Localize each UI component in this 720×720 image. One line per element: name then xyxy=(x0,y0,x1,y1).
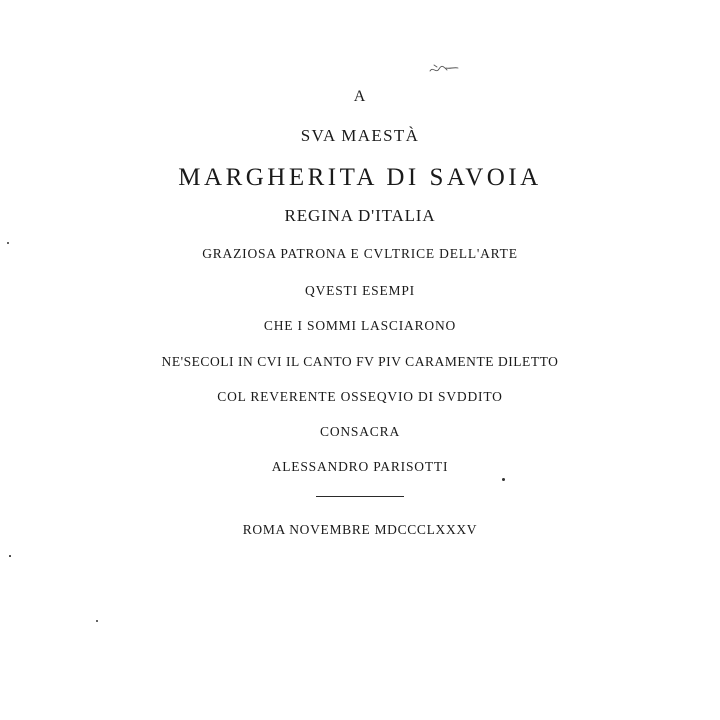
scan-speck xyxy=(96,620,98,622)
scan-speck xyxy=(9,555,11,557)
dedicatee-name: MARGHERITA DI SAVOIA xyxy=(178,164,542,191)
dedicatee-title: REGINA D'ITALIA xyxy=(284,206,436,225)
dedication-line-consecrates: CONSACRA xyxy=(320,424,400,439)
scan-speck xyxy=(502,478,505,481)
dedication-line-homage: COL REVERENTE OSSEQVIO DI SVDDITO xyxy=(217,389,503,404)
dedication-prefix: A xyxy=(353,88,367,105)
divider-rule xyxy=(316,496,404,497)
handwritten-mark xyxy=(428,62,460,76)
dedication-line-examples: QVESTI ESEMPI xyxy=(305,283,415,298)
dedication-title-majesty: SVA MAESTÀ xyxy=(300,126,420,145)
place-date: ROMA NOVEMBRE MDCCCLXXXV xyxy=(242,522,478,537)
dedication-line-centuries: NE'SECOLI IN CVI IL CANTO FV PIV CARAMENTE DILETTO xyxy=(161,354,559,369)
scan-speck xyxy=(7,242,9,244)
author-name: ALESSANDRO PARISOTTI xyxy=(271,459,449,474)
dedication-line-patron: GRAZIOSA PATRONA E CVLTRICE DELL'ARTE xyxy=(202,246,518,261)
dedication-line-masters: CHE I SOMMI LASCIARONO xyxy=(263,318,457,333)
